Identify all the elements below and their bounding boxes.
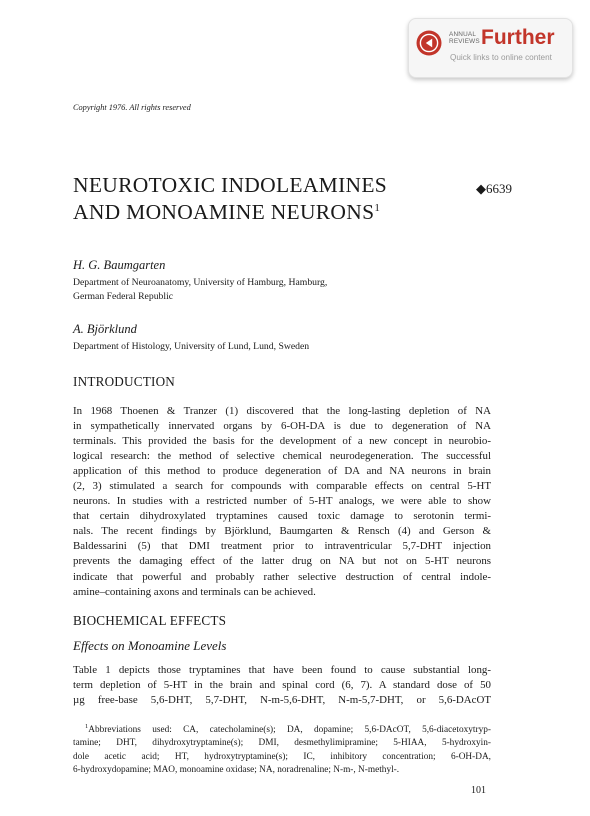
- text-line: term depletion of 5-HT in the brain and spinal cord (6, 7). A standard dose of 50: [73, 679, 491, 692]
- title-line-1: NEUROTOXIC INDOLEAMINES: [73, 173, 388, 197]
- footnote-line: [73, 724, 491, 737]
- text-line: indicate that powerful and probably rather selective destruction of central indole-: [73, 570, 491, 583]
- further-badge[interactable]: [408, 18, 573, 78]
- author-name: H. G. Baumgarten: [73, 258, 166, 272]
- affiliation-line: Department of Neuroanatomy, University of Hamburg, Hamburg,: [73, 277, 328, 288]
- text-line: amine–containing axons and terminals can be achieved.: [73, 585, 316, 598]
- text-line: prevents the damaging effect of the latter drug on NA but not on 5-HT neurons: [73, 555, 491, 568]
- text-line: Baldessarini (5) that DMI treatment prior to intraventricular 5,7-DHT injection: [73, 540, 491, 553]
- text-line: nals. The recent findings by Björklund, Baumgarten & Rensch (4) and Gerson &: [73, 525, 491, 538]
- title-footnote-mark[interactable]: 1: [374, 201, 381, 214]
- title-line-2: [73, 199, 387, 226]
- play-circle-icon: [416, 30, 442, 56]
- text-line: µg free-base 5,6-DHT, 5,7-DHT, N-m-5,6-DHT, N-m-5,7-DHT, or 5,6-DAcOT: [73, 694, 491, 707]
- further-subtitle: Quick links to online content: [450, 53, 552, 62]
- footnote-line-text: Abbreviations used: CA, catecholamine(s); DA, dopamine; 5,6-DAcOT, 5,6-diacetoxytryp-: [88, 725, 491, 735]
- text-line: terminals. This provided the basis for the development of a new concept in neurobio-: [73, 435, 491, 448]
- introduction-paragraph: [73, 404, 491, 600]
- text-line: In 1968 Thoenen & Tranzer (1) discovered that the long-lasting depletion of NA: [73, 405, 491, 417]
- author-name: A. Björklund: [73, 322, 137, 336]
- affiliation-line: Department of Histology, University of Lund, Lund, Sweden: [73, 341, 310, 352]
- footnote-line: tamine; DHT, dihydroxytryptamine(s); DMI, desmethylimipramine; 5-HIAA, 5-hydroxyin-: [73, 738, 491, 749]
- subsection-heading: Effects on Monoamine Levels: [73, 638, 227, 653]
- footnote: [73, 724, 491, 778]
- text-line: neurons. In studies with a restricted number of 5-HT analogs, we were able to show: [73, 495, 491, 508]
- footnote-line: 6-hydroxydopamine; MAO, monoamine oxidase; NA, noradrenaline; N-m-, N-methyl-.: [73, 765, 400, 776]
- page-number: 101: [471, 785, 486, 796]
- copyright-notice: Copyright 1976. All rights reserved: [73, 103, 191, 112]
- annual-reviews-label: ANNUAL REVIEWS: [449, 31, 480, 45]
- text-line: in sympathetically innervated organs by 6-OH-DA is due to degeneration of NA: [73, 420, 491, 433]
- author-affiliation: [73, 340, 309, 354]
- footnote-mark: 1: [85, 722, 89, 730]
- author-affiliation: [73, 276, 327, 303]
- text-line: application of this method to produce degeneration of DA and NA neurons in brain: [73, 465, 491, 478]
- article-title: [73, 172, 387, 226]
- article-number: ◆6639: [476, 181, 512, 196]
- text-line: (2, 3) stimulated a search for compounds with comparable effects on central 5-HT: [73, 480, 491, 493]
- section-heading-introduction: INTRODUCTION: [73, 374, 176, 389]
- further-title: Further: [481, 26, 555, 49]
- title-line-2-text: AND MONOAMINE NEURONS: [73, 200, 375, 224]
- biochemical-paragraph: [73, 663, 491, 708]
- text-line: Table 1 depicts those tryptamines that have been found to cause substantial long-: [73, 664, 491, 676]
- section-heading-biochemical-effects: BIOCHEMICAL EFFECTS: [73, 613, 227, 628]
- text-line: logical research: the method of selective chemical neurodegeneration. The successful: [73, 450, 491, 463]
- affiliation-line: German Federal Republic: [73, 290, 174, 302]
- footnote-line: dole acetic acid; HT, hydroxytryptamine(s); IC, inhibitory concentration; 6-OH-DA,: [73, 751, 491, 762]
- text-line: that certain dihydroxylated tryptamines caused toxic damage to serotonin termi-: [73, 510, 491, 523]
